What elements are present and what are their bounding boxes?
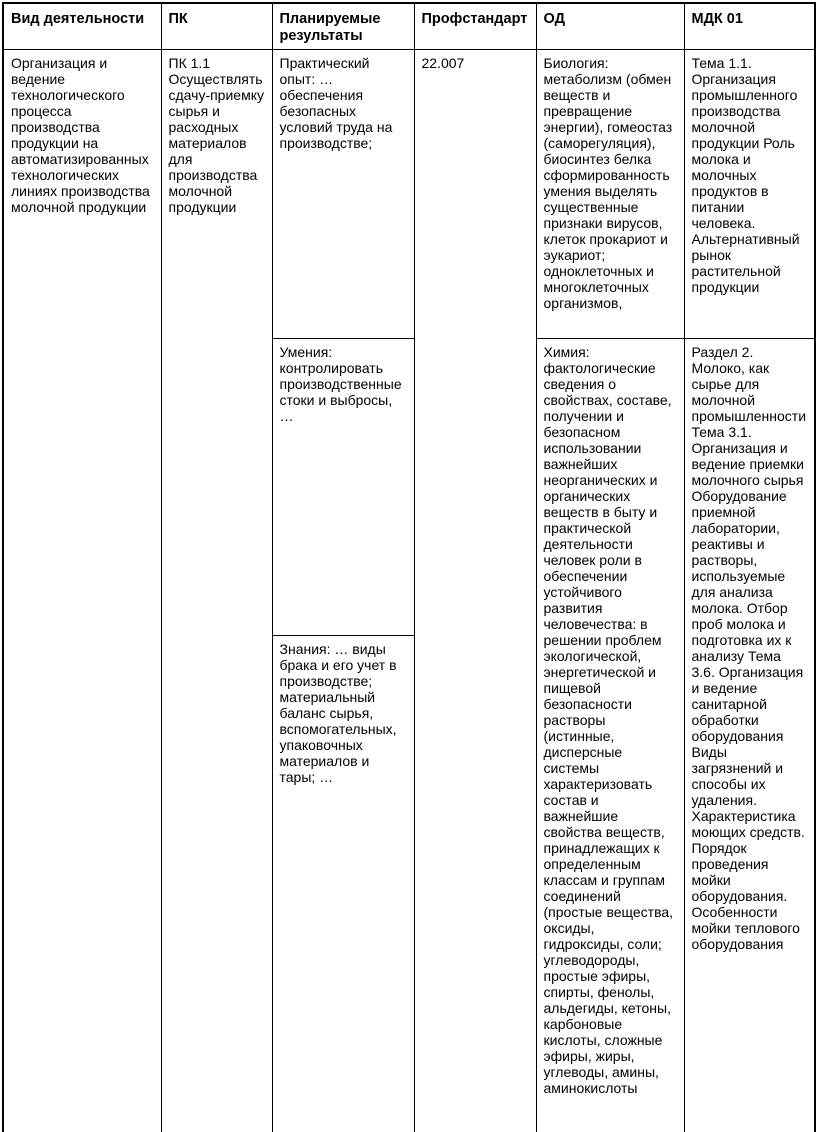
cell-skills: Умения: контролировать производственные стоки и выбросы, … xyxy=(272,339,414,636)
cell-profstandard-code: 22.007 xyxy=(414,50,536,1132)
cell-od-biology: Биология: метаболизм (обмен веществ и превращение энергии), гомеостаз (саморегуляция), биосинтез белка сформированность умения выделять существенные признаки вирусов, клеток прокариот и эукариот; одноклеточных и многоклеточных организмов, xyxy=(536,50,684,339)
cell-activity: Организация и ведение технологического процесса производства продукции на автоматизированных технологических линиях производства молочной продукции xyxy=(3,50,161,1132)
cell-od-chemistry: Химия: фактологические сведения о свойствах, составе, получении и безопасном использовании важнейших неорганических и органических веществ в быту и практической деятельности человек роли в обеспечении устойчивого развития человечества: в решении проблем экологической, энергетической и пищевой безопасности растворы (истинные, дисперсные системы характеризовать состав и важнейшие свойства веществ, принадлежащих к определенным классам и группам соединений (простые вещества, оксиды, гидроксиды, соли; углеводороды, простые эфиры, спирты, фенолы, альдегиды, кетоны, карбоновые кислоты, сложные эфиры, жиры, углеводы, амины, аминокислоты xyxy=(536,339,684,1132)
col-header-activity: Вид деятельности xyxy=(3,3,161,50)
cell-practical-experience: Практический опыт: … обеспечения безопасных условий труда на производстве; xyxy=(272,50,414,339)
col-header-od: ОД xyxy=(536,3,684,50)
cell-knowledge: Знания: … виды брака и его учет в производстве; материальный баланс сырья, вспомогательных, упаковочных материалов и тары; … xyxy=(272,636,414,1132)
cell-mdk-section-2: Раздел 2. Молоко, как сырье для молочной промышленности Тема 3.1. Организация и ведение приемки молочного сырья Оборудование приемной лаборатории, реактивы и растворы, используемые для анализа молока. Отбор проб молока и подготовка их к анализу Тема 3.6. Организация и ведение санитарной обработки оборудования Виды загрязнений и способы их удаления. Характеристика моющих средств. Порядок проведения мойки оборудования. Особенности мойки теплового оборудования xyxy=(684,339,815,1132)
cell-mdk-theme-1-1: Тема 1.1. Организация промышленного производства молочной продукции Роль молока и молочных продуктов в питании человека. Альтернативный рынок растительной продукции xyxy=(684,50,815,339)
table-header-row xyxy=(3,3,815,50)
col-header-profstandard: Профстандарт xyxy=(414,3,536,50)
curriculum-mapping-table xyxy=(2,2,816,1132)
cell-pk-1-1: ПК 1.1 Осуществлять сдачу-приемку сырья и расходных материалов для производства молочной продукции xyxy=(161,50,272,1132)
table-row xyxy=(3,50,815,339)
col-header-mdk-01: МДК 01 xyxy=(684,3,815,50)
col-header-pk: ПК xyxy=(161,3,272,50)
col-header-planned-results: Планируемые результаты xyxy=(272,3,414,50)
